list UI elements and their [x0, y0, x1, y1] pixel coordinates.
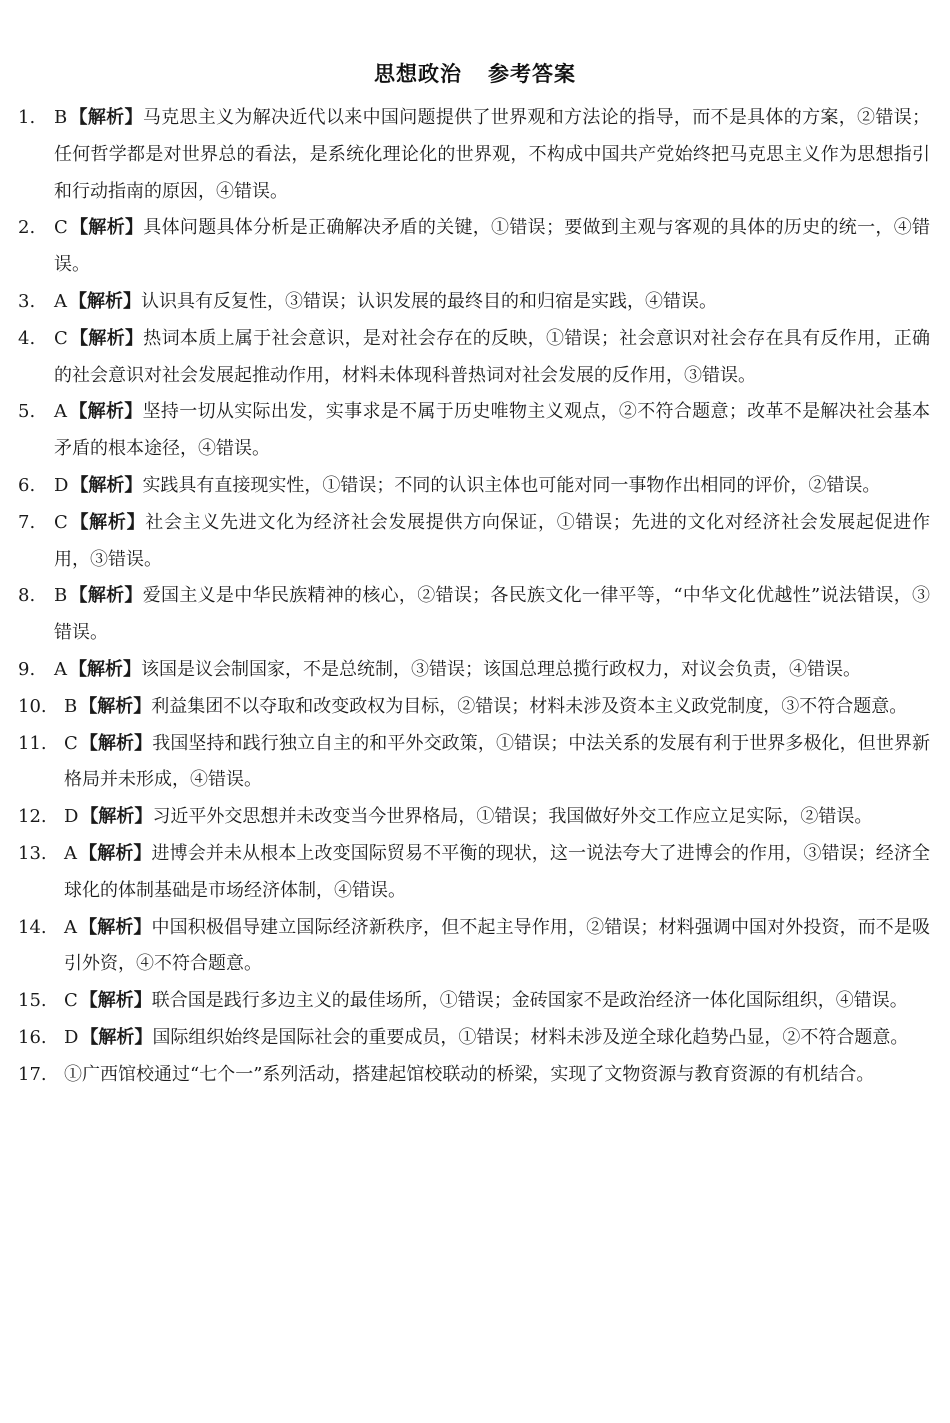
question-number: 9.	[18, 658, 36, 680]
answer-letter: B	[54, 107, 68, 128]
answer-item-7	[18, 505, 930, 579]
answer-list	[18, 100, 930, 1109]
question-number: 10.	[18, 695, 47, 717]
answer-letter: D	[64, 806, 79, 828]
answer-item-15	[18, 983, 930, 1020]
question-number: 5.	[18, 401, 36, 423]
answer-letter: C	[54, 327, 68, 349]
analysis-tag: 【解析】	[70, 474, 143, 496]
question-number: 12.	[18, 806, 47, 828]
answer-letter: A	[64, 916, 77, 938]
question-number: 13.	[18, 842, 47, 864]
answer-item-17	[18, 1057, 930, 1109]
analysis-text: 社会主义先进文化为经济社会发展提供方向保证，①错误；先进的文化对经济社会发展起促进作用，③错误。	[54, 511, 931, 570]
analysis-tag: 【解析】	[69, 217, 144, 239]
question-number: 4.	[18, 327, 36, 349]
answer-item-11	[18, 726, 930, 800]
analysis-tag: 【解析】	[80, 806, 153, 828]
answer-letter: A	[54, 658, 67, 680]
analysis-tag: 【解析】	[69, 658, 141, 680]
answer-item-1	[18, 100, 930, 210]
answer-letter: A	[54, 401, 67, 423]
answer-letter: C	[54, 511, 68, 533]
analysis-tag: 【解析】	[69, 585, 143, 607]
analysis-text: 进博会并未从根本上改变国际贸易不平衡的现状，这一说法夸大了进博会的作用，③错误；经济全球化的体制基础是市场经济体制，④错误。	[64, 842, 931, 901]
analysis-tag: 【解析】	[69, 107, 143, 128]
answer-letter: A	[64, 842, 77, 864]
answer-letter: B	[54, 585, 68, 607]
question-number: 15.	[18, 990, 47, 1012]
answer-item-10	[18, 689, 930, 726]
analysis-tag: 【解析】	[79, 990, 152, 1012]
answer-item-5	[18, 394, 930, 468]
analysis-text: 爱国主义是中华民族精神的核心，②错误；各民族文化一律平等，“中华文化优越性”说法错误，③错误。	[54, 585, 930, 644]
answer-item-9	[18, 652, 930, 689]
question-number: 7.	[18, 511, 36, 533]
answer-letter: B	[64, 695, 78, 717]
analysis-tag: 【解析】	[79, 695, 152, 717]
question-number: 11.	[18, 732, 47, 754]
title-subject: 思想政治	[374, 62, 462, 86]
answer-letter: C	[64, 990, 78, 1012]
question-number: 6.	[18, 474, 36, 496]
question-number: 3.	[18, 290, 36, 312]
analysis-text: 实践具有直接现实性，①错误；不同的认识主体也可能对同一事物作出相同的评价，②错误。	[142, 474, 881, 496]
answer-item-13	[18, 836, 930, 910]
analysis-text: 中国积极倡导建立国际经济新秩序，但不起主导作用，②错误；材料强调中国对外投资，而不是吸引外资，④不符合题意。	[64, 916, 931, 975]
answer-item-3	[18, 284, 930, 321]
answer-item-14	[18, 910, 930, 984]
answer-letter: A	[54, 290, 67, 312]
analysis-tag: 【解析】	[69, 401, 143, 423]
answer-item-16	[18, 1020, 930, 1057]
analysis-tag: 【解析】	[79, 916, 152, 938]
answer-text: ①广西馆校通过“七个一”系列活动，搭建起馆校联动的桥梁，实现了文物资源与教育资源的有机结合。	[64, 1063, 875, 1085]
analysis-text: 具体问题具体分析是正确解决矛盾的关键，①错误；要做到主观与客观的具体的历史的统一，④错误。	[54, 217, 930, 276]
analysis-text: 坚持一切从实际出发，实事求是不属于历史唯物主义观点，②不符合题意；改革不是解决社会基本矛盾的根本途径，④错误。	[54, 401, 931, 460]
answer-item-12	[18, 799, 930, 836]
answer-item-6	[18, 468, 930, 505]
answer-item-2	[18, 210, 930, 284]
analysis-tag: 【解析】	[79, 732, 153, 754]
question-number: 8.	[18, 585, 36, 607]
analysis-text: 该国是议会制国家，不是总统制，③错误；该国总理总揽行政权力，对议会负责，④错误。	[141, 658, 861, 680]
question-number: 16.	[18, 1026, 47, 1048]
analysis-text: 联合国是践行多边主义的最佳场所，①错误；金砖国家不是政治经济一体化国际组织，④错误。	[151, 990, 908, 1012]
analysis-text: 热词本质上属于社会意识，是对社会存在的反映，①错误；社会意识对社会存在具有反作用，正确的社会意识对社会发展起推动作用，材料未体现科普热词对社会发展的反作用，③错误。	[54, 327, 930, 386]
answer-letter: C	[64, 732, 78, 754]
answer-letter: D	[54, 474, 69, 496]
analysis-text: 认识具有反复性，③错误；认识发展的最终目的和归宿是实践，④错误。	[141, 290, 717, 312]
question-number: 14.	[18, 916, 47, 938]
page-title	[0, 58, 950, 88]
analysis-tag: 【解析】	[79, 842, 152, 864]
answer-item-4	[18, 321, 930, 395]
analysis-text: 利益集团不以夺取和改变政权为目标，②错误；材料未涉及资本主义政党制度，③不符合题意。	[151, 695, 908, 717]
answer-letter: C	[54, 217, 68, 239]
analysis-text: 马克思主义为解决近代以来中国问题提供了世界观和方法论的指导，而不是具体的方案，②错误；任何哲学都是对世界总的看法，是系统化理论化的世界观，不构成中国共产党始终把马克思主义作为思想指引和行动指南的原因，④错误。	[54, 107, 931, 202]
answer-item-8	[18, 578, 930, 652]
analysis-text: 习近平外交思想并未改变当今世界格局，①错误；我国做好外交工作应立足实际，②错误。	[152, 806, 873, 828]
answer-letter: D	[64, 1026, 79, 1048]
question-number: 17.	[18, 1063, 47, 1085]
analysis-tag: 【解析】	[69, 511, 146, 533]
question-number: 2.	[18, 217, 36, 239]
question-number: 1.	[18, 107, 36, 128]
analysis-tag: 【解析】	[69, 290, 141, 312]
title-heading: 参考答案	[488, 62, 576, 86]
analysis-tag: 【解析】	[80, 1026, 153, 1048]
analysis-text: 国际组织始终是国际社会的重要成员，①错误；材料未涉及逆全球化趋势凸显，②不符合题意。	[152, 1026, 909, 1048]
analysis-tag: 【解析】	[69, 327, 144, 349]
analysis-text: 我国坚持和践行独立自主的和平外交政策，①错误；中法关系的发展有利于世界多极化，但世界新格局并未形成，④错误。	[64, 732, 930, 791]
